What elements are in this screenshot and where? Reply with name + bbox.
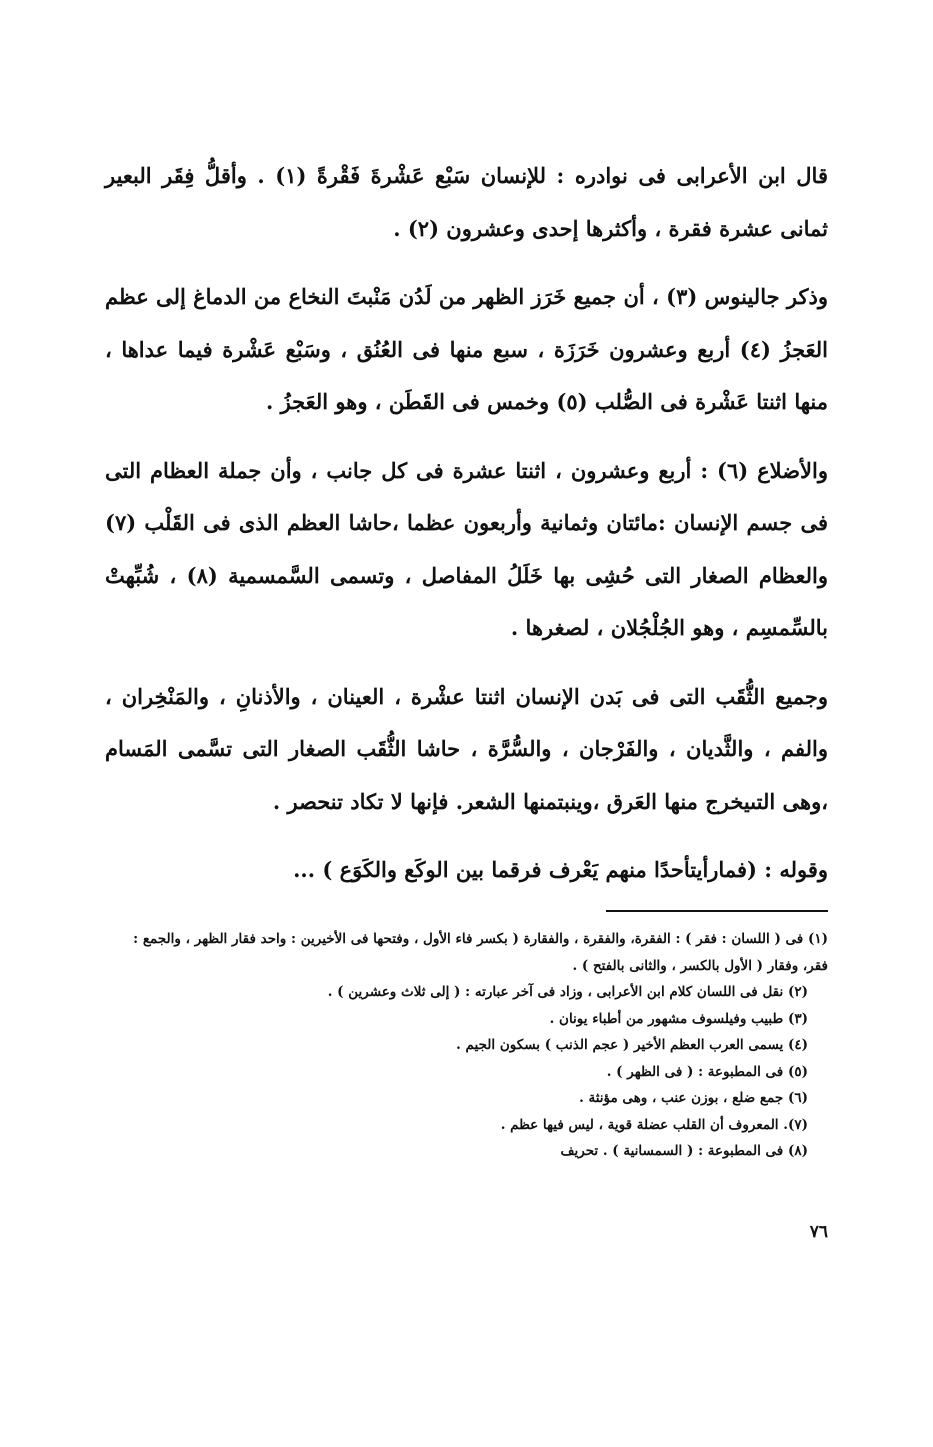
footnote-separator — [606, 910, 828, 912]
footnote-5: (٥) فى المطبوعة : ( فى الظهر ) . — [606, 1063, 808, 1080]
footnote-4: (٤) يسمى العرب العظم الأخير ( عجم الذنب ) بسكون الجيم . — [456, 1037, 808, 1053]
footnote-8: (٨) فى المطبوعة : ( السمسانية ) . تحريف — [560, 1143, 808, 1159]
paragraph-5: وقوله : (فمارأيتأحدًا منهم يَعْرف فرقما بين الوكَع والكَوَع ) ... — [293, 857, 828, 882]
footnote-7: (٧). المعروف أن القلب عضلة قوية ، ليس فيها عظم . — [500, 1116, 808, 1133]
paragraph-1: قال ابن الأعرابى فى نوادره : للإنسان سَبْع عَشْرةَ فَقْرةً (١) . وأقلُّ فِقَر البعير ثمانى عشرة فقرة ، وأكثرها إحدى وعشرون (٢) . — [105, 163, 828, 241]
page-number: ٧٦ — [809, 1222, 828, 1242]
paragraph-3: والأضلاع (٦) : أربع وعشرون ، اثنتا عشرة فى كل جانب ، وأن جملة العظام التى فى جسم الإنسان :مائتان وثمانية وأربعون عظما ،حاشا العظم الذى فى القَلْب (٧) والعظام الصغار التى حُشِى بها خَلَلُ المفاصل ، وتسمى السَّمسمية (٨) ، شُبِّهتْ بالسِّمسِم ، وهو الجُلْجُلان ، لصغرها . — [105, 457, 828, 640]
paragraph-2: وذكر جالينوس (٣) ، أن جميع خَرَز الظهر من لَدُن مَنْبتَ النخاع من الدماغ إلى عظم العَجزُ (٤) أربع وعشرون خَرَزَة ، سبع منها فى العُنُق ، وسَبْع عَشْرة فيما عداها ، منها اثنتا عَشْرة فى الصُّلب (٥) وخمس فى القَطَن ، وهو العَجزُ . — [105, 284, 828, 414]
footnote-2: (٢) نقل فى اللسان كلام ابن الأعرابى ، وزاد فى آخر عبارته : ( إلى ثلاث وعشرين ) . — [327, 984, 808, 1000]
paragraph-4: وجميع الثُّقَب التى فى بَدن الإنسان اثنتا عشْرة ، العينان ، والأذنانِ ، والمَنْخِران ، والفم ، والثَّديان ، والفَرْجان ، والسُّرَّة ، حاشا الثُّقَب الصغار التى تسَّمى المَسام ،وهى التىيخرج منها العَرق ،وينبتمنها الشعر. فإنها لا تكاد تنحصر . — [105, 683, 828, 814]
footnotes — [105, 926, 828, 1165]
footnote-1: (١) فى ( اللسان : فقر ) : الفقرة، والفقرة ، والفقارة ( بكسر فاء الأول ، وفتحها فى الأخيرين : واحد فقار الظهر ، والجمع : فقر، وفقار ( الأول بالكسر ، والثانى بالفتح ) . — [133, 931, 828, 974]
main-text — [105, 150, 828, 913]
footnote-6: (٦) جمع ضلع ، بوزن عنب ، وهى مؤنثة . — [579, 1090, 808, 1106]
footnote-3: (٣) طبيب وفيلسوف مشهور من أطباء يونان . — [549, 1010, 808, 1027]
